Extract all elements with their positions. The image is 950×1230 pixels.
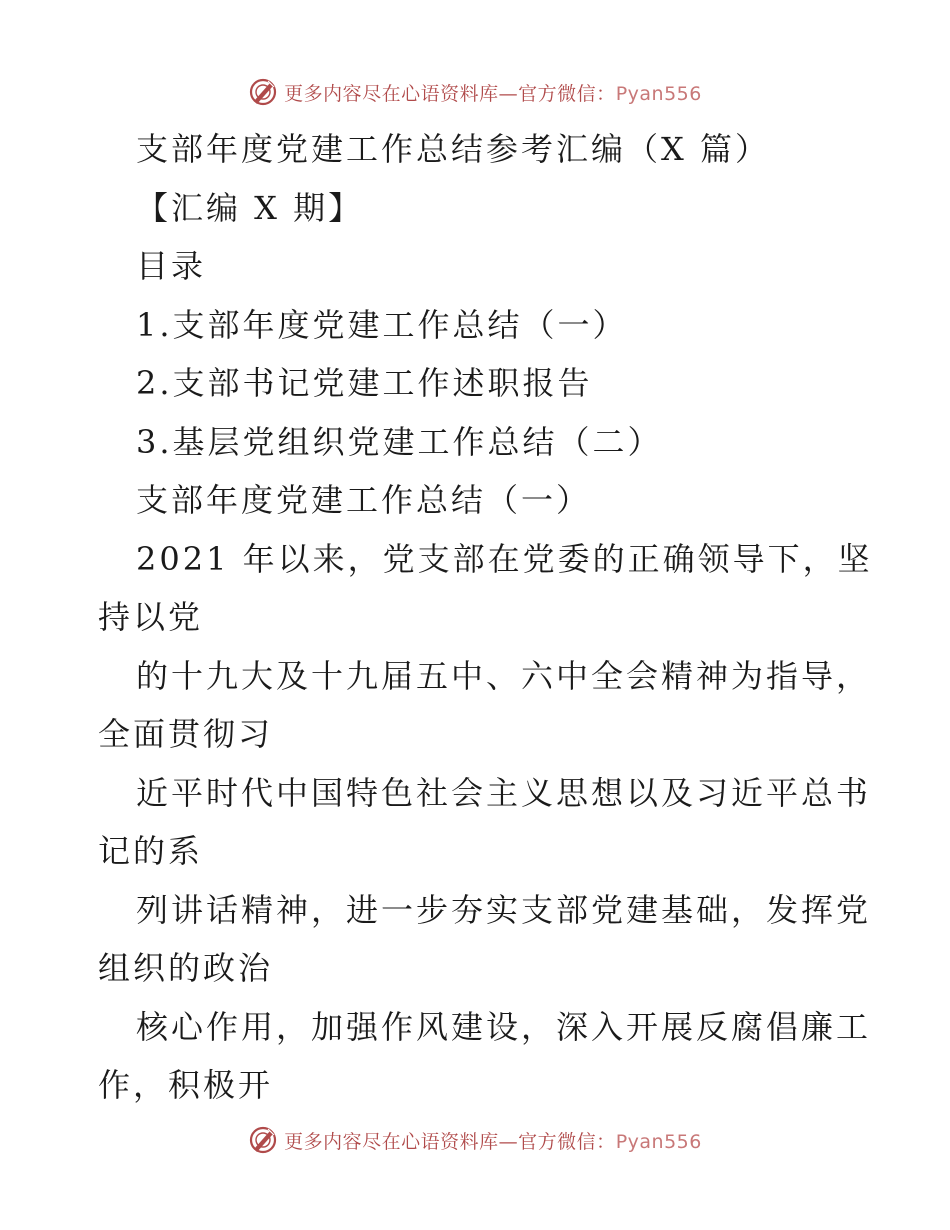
pen-seal-logo-icon <box>248 77 278 107</box>
body-text-line: 记的系 <box>98 832 204 870</box>
watermark-wechat-label: 官方微信： <box>518 1130 616 1153</box>
watermark-text <box>284 1127 702 1154</box>
header-watermark-banner <box>0 72 950 112</box>
body-text-line: 的十九大及十九届五中、六中全会精神为指导， <box>136 656 872 695</box>
watermark-wechat-id: Pyan556 <box>615 82 702 105</box>
toc-item-1: 1.支部年度党建工作总结（一） <box>136 305 628 344</box>
watermark-slogan: 更多内容尽在心语资料库 <box>284 1130 499 1153</box>
pen-seal-logo-icon <box>248 1125 278 1155</box>
document-body <box>98 120 873 1115</box>
body-text-line: 全面贯彻习 <box>98 715 274 753</box>
body-text-line: 持以党 <box>98 598 204 636</box>
body-text-line: 2021 年以来，党支部在党委的正确领导下，坚 <box>136 539 873 578</box>
document-issue: 【汇编 X 期】 <box>136 188 364 227</box>
watermark-wechat-label: 官方微信： <box>518 82 616 105</box>
toc-heading: 目录 <box>136 247 207 285</box>
body-text-line: 列讲话精神，进一步夯实支部党建基础，发挥党 <box>136 890 872 929</box>
body-text-line: 作，积极开 <box>98 1066 274 1104</box>
toc-item-2: 2.支部书记党建工作述职报告 <box>136 364 593 402</box>
toc-item-3: 3.基层党组织党建工作总结（二） <box>136 422 663 461</box>
body-text-line: 组织的政治 <box>98 949 274 987</box>
watermark-separator: — <box>498 82 519 105</box>
watermark-text <box>284 79 702 106</box>
section-body <box>98 530 873 1115</box>
watermark-wechat-id: Pyan556 <box>615 1130 702 1153</box>
watermark-slogan: 更多内容尽在心语资料库 <box>284 82 499 105</box>
watermark-separator: — <box>498 1130 519 1153</box>
document-title: 支部年度党建工作总结参考汇编（X 篇） <box>136 130 770 168</box>
footer-watermark-banner <box>0 1120 950 1160</box>
body-text-line: 核心作用，加强作风建设，深入开展反腐倡廉工 <box>136 1007 872 1046</box>
body-text-line: 近平时代中国特色社会主义思想以及习近平总书 <box>136 773 872 812</box>
section-title: 支部年度党建工作总结（一） <box>136 481 592 519</box>
